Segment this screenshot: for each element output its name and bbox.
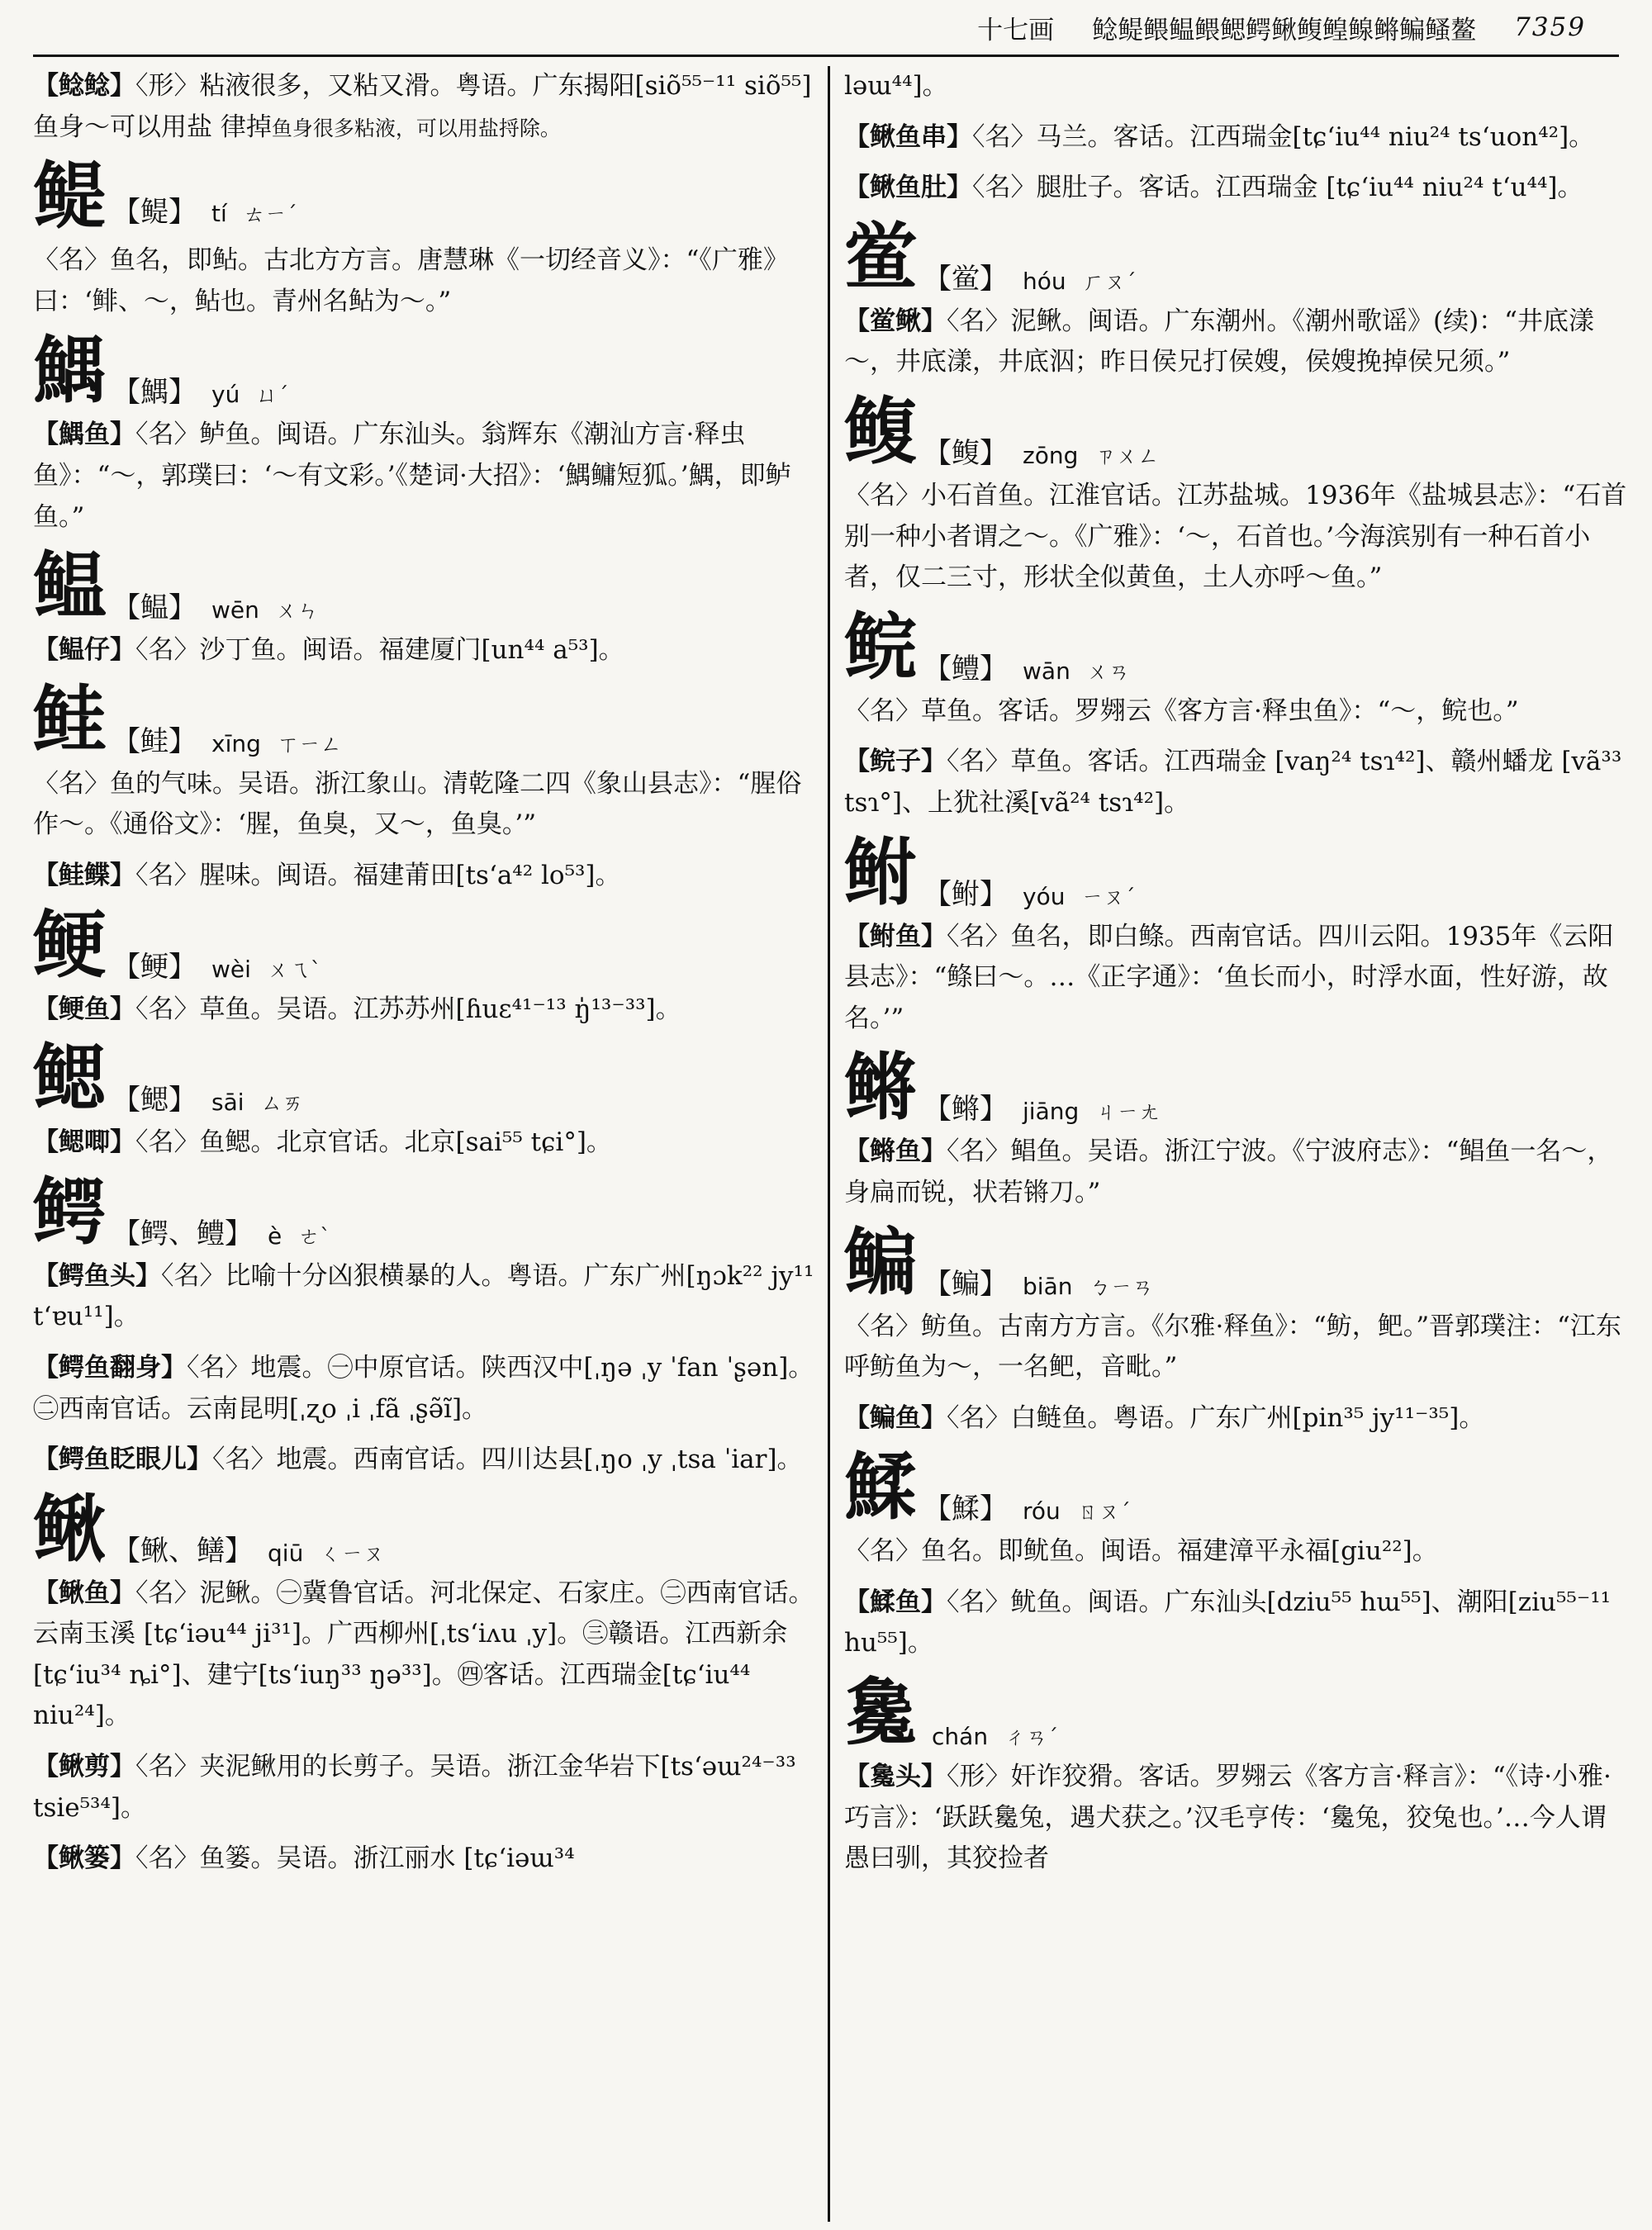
definition-text: 〈名〉鱼名。即鱿鱼。闽语。福建漳平永福[giu²²]。	[844, 1536, 1438, 1567]
entry-definition: 〈名〉地震。西南官话。四川达县[ˌŋo ˌy ˌtsa ˈiar]。	[212, 1445, 803, 1475]
entry-word: 【鲎鳅】	[844, 306, 947, 336]
headword-trad: 【鳃】	[112, 1084, 197, 1117]
headword-trad: 【鳄、鳢】	[112, 1217, 254, 1250]
zhuyin: ㄑㄧㄡ	[320, 1541, 385, 1567]
zhuyin: ㄧㄡˊ	[1081, 885, 1136, 910]
zhuyin: ㄨㄣ	[275, 599, 319, 624]
headword-wan	[844, 603, 1627, 690]
headword-trad: 【鲎】	[923, 262, 1009, 296]
zhuyin: ㄩˊ	[256, 383, 289, 409]
pinyin: tí	[211, 200, 227, 228]
headword-chan	[844, 1669, 1627, 1756]
pinyin: xīng	[211, 729, 261, 757]
entry-qiudu	[844, 168, 1627, 209]
pinyin: wān	[1023, 657, 1070, 685]
entry-chantou	[844, 1757, 1627, 1880]
entry-word: 【鳅剪】	[33, 1752, 135, 1782]
entry-definition: 〈形〉粘液很多，又粘又滑。粤语。广东揭阳[siõ⁵⁵⁻¹¹ siõ⁵⁵] 鱼身～可以用盐 律掉	[33, 71, 812, 142]
headword-definition	[844, 476, 1627, 599]
entry-eyufan	[33, 1348, 816, 1430]
headword-trad: 【鳉】	[923, 1093, 1009, 1127]
entry-definition: 〈名〉鲳鱼。吴语。浙江宁波。《宁波府志》：“鲳鱼一名～，身扁而锐，状若锵刀。”	[844, 1136, 1613, 1208]
zhuyin: ㄐㄧㄤ	[1095, 1100, 1161, 1126]
headword-ti	[33, 153, 816, 240]
headword-jiang	[844, 1044, 1627, 1131]
headword-trad: 【鳁】	[112, 591, 197, 625]
entry-word: 【鲶鲶】	[33, 71, 135, 101]
entry-word: 【鳅篓】	[33, 1843, 135, 1874]
right-column	[844, 66, 1627, 2222]
entry-eyutou	[33, 1256, 816, 1338]
entry-definition: 〈名〉泥鳅。闽语。广东潮州。《潮州歌谣》(续)：“井底漾～，井底漾，井底泅；昨日侯兄打侯嫂，侯嫂挽掉侯兄须。”	[844, 306, 1595, 377]
entry-word: 【鳄鱼翻身】	[33, 1352, 187, 1383]
headword-char: 鲑	[33, 676, 107, 762]
zhuyin: ㄨㄢ	[1086, 659, 1130, 685]
headword-char: 毚	[844, 1669, 918, 1756]
entry-definition: 〈名〉鲈鱼。闽语。广东汕头。翁辉东《潮汕方言·释虫鱼》：“～，郭璞曰：‘～有文彩。’《楚词·大招》：‘鰅鳙短狐。’鰅，即鲈鱼。”	[33, 420, 791, 532]
headword-trad: 【鳆】	[923, 436, 1009, 470]
headword-zong	[844, 387, 1627, 474]
entry-definition: ləɯ⁴⁴]。	[844, 71, 948, 101]
pinyin: jiāng	[1023, 1098, 1080, 1126]
zhuyin: ㄜˋ	[298, 1224, 331, 1250]
entry-saiji	[33, 1122, 816, 1164]
entry-rouyu	[844, 1582, 1627, 1664]
entry-youyu	[844, 917, 1627, 1040]
headword-definition	[844, 1531, 1627, 1573]
pinyin: sāi	[211, 1089, 244, 1117]
headword-char: 鳅	[33, 1485, 107, 1572]
entry-definition: 〈名〉沙丁鱼。闽语。福建厦门[un⁴⁴ a⁵³]。	[135, 635, 624, 666]
pinyin: yóu	[1023, 882, 1066, 910]
entry-eyuzha	[33, 1440, 816, 1481]
definition-text: 〈名〉鲂鱼。古南方方言。《尔雅·释鱼》：“鲂，鲃。”晋郭璞注：“江东呼鲂鱼为～，一名鲃，音毗。”	[844, 1311, 1621, 1383]
headword-char: 鳆	[844, 387, 918, 474]
pinyin: qiū	[268, 1539, 304, 1567]
headword-trad: 【鰇】	[923, 1492, 1009, 1526]
entry-definition: 〈名〉地震。㊀中原官话。陕西汉中[ˌŋə ˌy ˈfan ˈʂən]。㊁西南官话。云南昆明[ˌʐo ˌi ˌfã ˌʂə̃ĩ]。	[33, 1352, 814, 1424]
headword-trad: 【鳀】	[112, 196, 197, 230]
page-number: 7359	[1514, 12, 1586, 42]
entry-nian	[33, 66, 816, 148]
headword-trad: 【鳢】	[923, 652, 1009, 686]
headword-char: 鳉	[844, 1044, 918, 1131]
entry-word: 【鰅鱼】	[33, 420, 135, 450]
entry-qiulou-continued	[844, 66, 1627, 107]
headword-char: 鳀	[33, 153, 107, 240]
headword-qiu	[33, 1485, 816, 1572]
entry-word: 【鳊鱼】	[844, 1402, 947, 1433]
header-char-range: 鲶鳀鳂鳁鳂鳃鳄鳅鳆鳇鳈鳉鳊鳋鳌	[1092, 15, 1477, 45]
pinyin: yú	[211, 381, 240, 409]
headword-char: 鳊	[844, 1218, 918, 1305]
entry-word: 【鰇鱼】	[844, 1587, 947, 1617]
entry-word: 【鲩子】	[844, 747, 947, 777]
headword-char: 鲠	[33, 901, 107, 988]
entry-definition: 〈名〉腥味。闽语。福建莆田[ts‘a⁴² lo⁵³]。	[135, 860, 621, 890]
entry-word: 【鲠鱼】	[33, 994, 135, 1024]
pinyin: è	[268, 1222, 282, 1250]
pinyin: chán	[932, 1723, 989, 1751]
zhuyin: ㄒㄧㄥ	[277, 732, 342, 757]
headword-char: 鰇	[844, 1444, 918, 1530]
entry-definition: 〈名〉白鲢鱼。粤语。广东广州[pin³⁵ jy¹¹⁻³⁵]。	[947, 1402, 1485, 1433]
zhuyin: ㄙㄞ	[260, 1091, 304, 1117]
headword-rou	[844, 1444, 1627, 1530]
entry-qiuyu	[33, 1573, 816, 1737]
entry-word: 【鳄鱼头】	[33, 1260, 161, 1291]
entry-word: 【鲋鱼】	[844, 921, 947, 951]
definition-text: 〈名〉小石首鱼。江淮官话。江苏盐城。1936年《盐城县志》：“石首别一种小者谓之～。《广雅》：‘～，石首也。’今海滨别有一种石首小者，仅二三寸，形状全似黄鱼，土人亦呼～鱼。”	[844, 480, 1627, 593]
entry-word: 【鳄鱼眨眼儿】	[33, 1445, 212, 1475]
column-divider	[828, 66, 830, 2222]
headword-trad: 【鳅、鳝】	[112, 1534, 254, 1568]
headword-trad: 【鰅】	[112, 376, 197, 410]
headword-trad: 【鲑】	[112, 724, 197, 758]
entry-definition: 〈名〉鱼鳃。北京官话。北京[sai⁵⁵ tɕi°]。	[135, 1127, 612, 1158]
definition-text: 〈名〉草鱼。客话。罗翙云《客方言·释虫鱼》：“～，鲩也。”	[844, 695, 1519, 726]
entry-definition: 〈名〉鱼名，即白鲦。西南官话。四川云阳。1935年《云阳县志》：“鲦曰～。…《正字通》：‘鱼长而小，时浮水面，性好游，故名。’”	[844, 921, 1614, 1033]
entry-word: 【鲑鲽】	[33, 860, 135, 890]
entry-weiyu	[33, 989, 816, 1031]
entry-definition: 〈名〉腿肚子。客话。江西瑞金 [tɕ‘iu⁴⁴ niu²⁴ t‘u⁴⁴]。	[972, 173, 1583, 203]
headword-wen	[33, 543, 816, 629]
entry-definition: 〈名〉鱿鱼。闽语。广东汕头[dziu⁵⁵ hɯ⁵⁵]、潮阳[ziu⁵⁵⁻¹¹ hu⁵⁵]。	[844, 1587, 1612, 1658]
entry-definition: 〈名〉草鱼。吴语。江苏苏州[ɦuɛ⁴¹⁻¹³ ŋ̍¹³⁻³³]。	[135, 994, 681, 1024]
entry-note: 鱼身很多粘液，可以用盐捋除。	[271, 116, 561, 140]
headword-definition	[33, 764, 816, 846]
headword-you	[844, 828, 1627, 915]
headword-xing	[33, 676, 816, 762]
zhuyin: ㄏㄡˊ	[1082, 269, 1137, 295]
left-column	[33, 66, 816, 2222]
entry-word: 【鳅鱼肚】	[844, 173, 972, 203]
entry-definition: 〈名〉泥鳅。㊀冀鲁官话。河北保定、石家庄。㊁西南官话。云南玉溪 [tɕ‘iəu⁴⁴ ji³¹]。广西柳州[ˌts‘iʌu ˌy]。㊂赣语。江西新余[tɕ‘iu³⁴ ȵi°]、建宁[ts‘iuŋ³³ ŋə³³]。㊃客话。江西瑞金[tɕ‘iu⁴⁴ niu²⁴]。	[33, 1578, 814, 1731]
headword-char: 鰅	[33, 327, 107, 414]
entry-word: 【鳅鱼】	[33, 1578, 135, 1608]
zhuyin: ㄔㄢˊ	[1004, 1725, 1059, 1751]
stroke-count-label: 十七画	[977, 15, 1055, 45]
entry-definition: 〈名〉马兰。客话。江西瑞金[tɕ‘iu⁴⁴ niu²⁴ ts‘uon⁴²]。	[972, 121, 1595, 152]
headword-char: 鲎	[844, 213, 918, 300]
pinyin: wèi	[211, 955, 251, 983]
headword-wei	[33, 901, 816, 988]
entry-definition: 〈形〉奸诈狡猾。客话。罗翙云《客方言·释言》：“《诗·小雅·巧言》：‘跃跃毚兔，遇犬获之。’汉毛亨传：‘毚兔，狡兔也。’…今人谓愚曰驯，其狡捡者	[844, 1762, 1612, 1874]
entry-wenzai	[33, 630, 816, 671]
headword-trad: 【鳊】	[923, 1267, 1009, 1301]
entry-wanzi	[844, 742, 1627, 823]
zhuyin: ㄗㄨㄥ	[1094, 444, 1160, 469]
entry-word: 【毚头】	[844, 1762, 947, 1792]
headword-char: 鲋	[844, 828, 918, 915]
headword-char: 鲩	[844, 603, 918, 690]
pinyin: zōng	[1023, 441, 1079, 469]
zhuyin: ㄖㄡˊ	[1076, 1500, 1131, 1525]
entry-qiulou	[33, 1839, 816, 1880]
entry-bianyu	[844, 1398, 1627, 1440]
headword-char: 鳄	[33, 1168, 107, 1255]
entry-houqiu	[844, 301, 1627, 383]
headword-bian	[844, 1218, 1627, 1305]
entry-qiujian	[33, 1747, 816, 1829]
headword-trad: 【鲋】	[923, 877, 1009, 911]
entry-yuyu	[33, 415, 816, 538]
entry-definition: 〈名〉夹泥鳅用的长剪子。吴语。浙江金华岩下[ts‘əɯ²⁴⁻³³ tsie⁵³⁴]。	[33, 1752, 796, 1823]
headword-e	[33, 1168, 816, 1255]
entry-xingsao	[33, 856, 816, 897]
definition-text: 〈名〉鱼名，即鲇。古北方方言。唐慧琳《一切经音义》：“《广雅》曰：‘鲱、～，鲇也。青州名鲇为～。”	[33, 245, 789, 316]
pinyin: róu	[1023, 1497, 1061, 1525]
headword-definition	[33, 240, 816, 322]
headword-hou	[844, 213, 1627, 300]
pinyin: hóu	[1023, 267, 1066, 295]
entry-definition: 〈名〉比喻十分凶狠横暴的人。粤语。广东广州[ŋɔk²² jy¹¹ t‘ɐu¹¹]。	[33, 1260, 814, 1332]
entry-word: 【鳉鱼】	[844, 1136, 947, 1167]
headword-yu	[33, 327, 816, 414]
entry-word: 【鳅鱼串】	[844, 121, 972, 152]
entry-definition: 〈名〉草鱼。客话。江西瑞金 [vaŋ²⁴ tsɿ⁴²]、赣州蟠龙 [vã³³ tsɿ°]、上犹社溪[vã²⁴ tsɿ⁴²]。	[844, 747, 1622, 818]
entry-definition: 〈名〉鱼篓。吴语。浙江丽水 [tɕ‘iəɯ³⁴	[135, 1843, 575, 1874]
entry-jiangyu	[844, 1132, 1627, 1213]
headword-trad: 【鲠】	[112, 950, 197, 984]
pinyin: wēn	[211, 596, 259, 624]
pinyin: biān	[1023, 1272, 1073, 1300]
headword-char: 鳃	[33, 1035, 107, 1122]
headword-char: 鳁	[33, 543, 107, 629]
headword-definition	[844, 1307, 1627, 1388]
definition-text: 〈名〉鱼的气味。吴语。浙江象山。清乾隆二四《象山县志》：“腥俗作～。《通俗文》：‘腥，鱼臭，又～，鱼臭。’”	[33, 768, 802, 840]
zhuyin: ㄨㄟˋ	[267, 957, 321, 983]
entry-qiuchuan	[844, 117, 1627, 159]
entry-word: 【鳁仔】	[33, 635, 135, 666]
headword-definition	[844, 691, 1627, 733]
zhuyin: ㄅㄧㄢ	[1089, 1274, 1154, 1300]
page-header	[33, 0, 1619, 57]
headword-sai	[33, 1035, 816, 1122]
entry-word: 【鳃唧】	[33, 1127, 135, 1158]
zhuyin: ㄊㄧˊ	[243, 202, 297, 228]
